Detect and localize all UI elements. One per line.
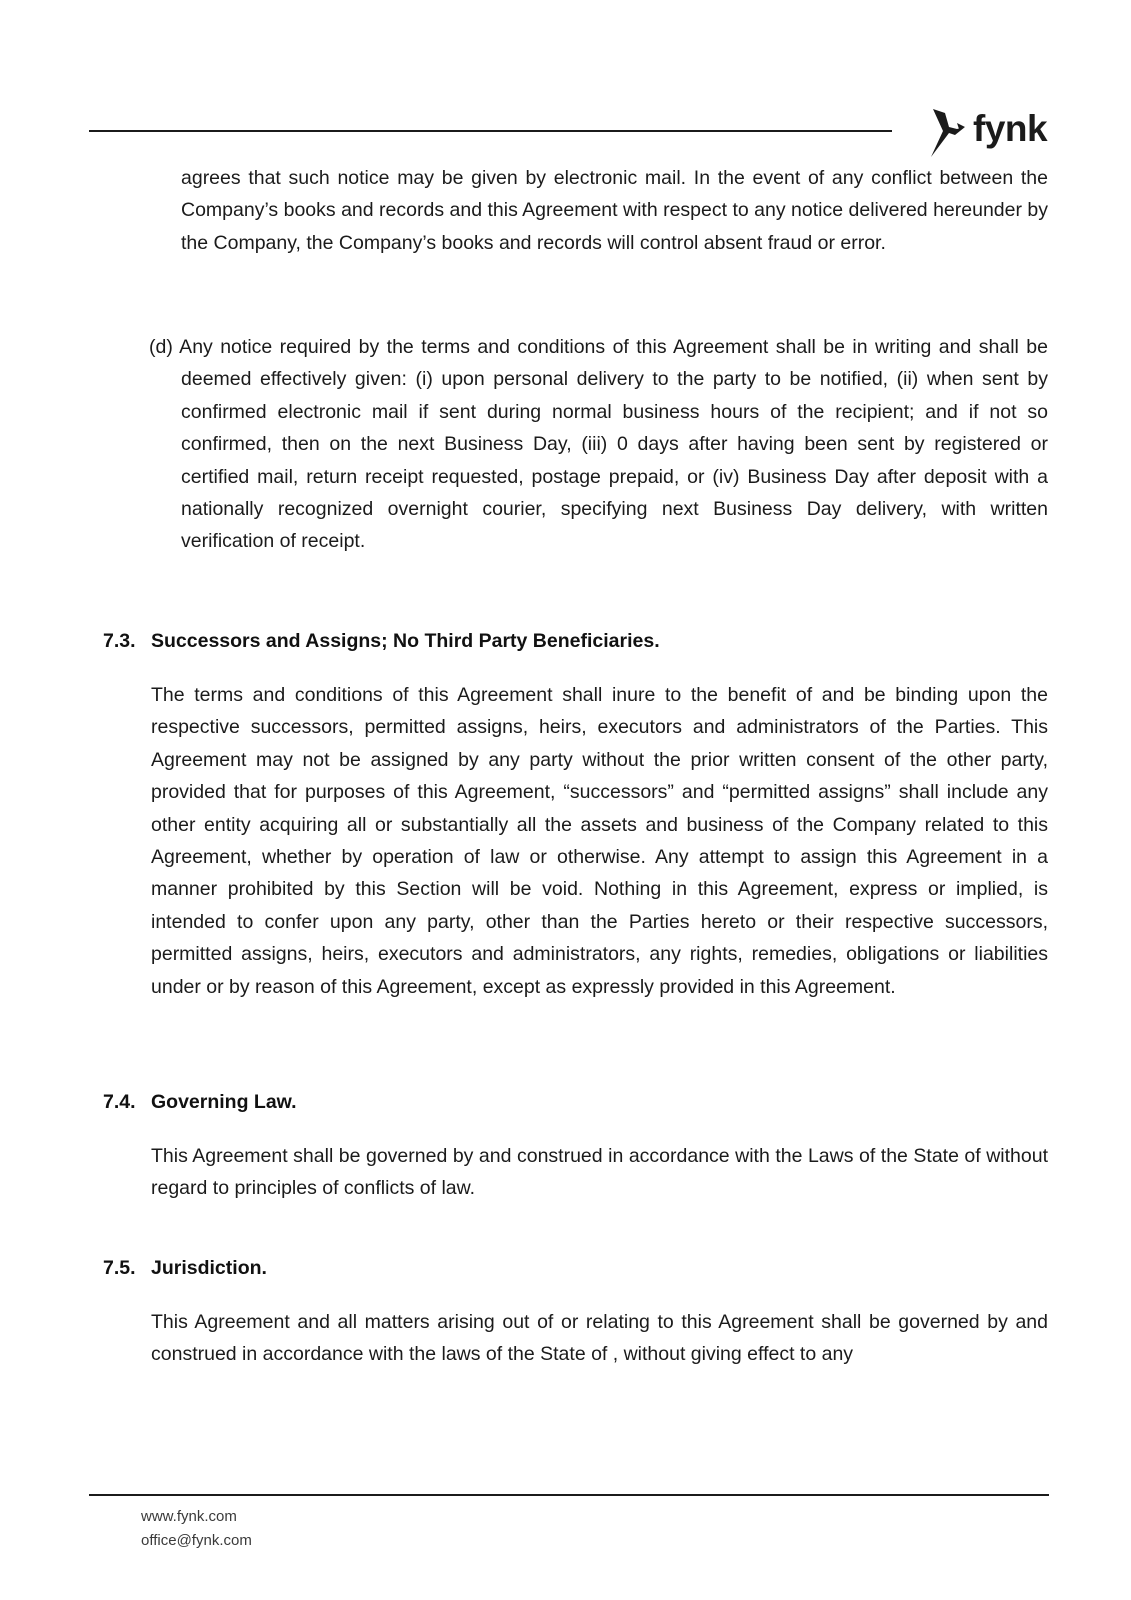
section-7-4-heading [103,1089,297,1115]
section-7-3-paragraph: The terms and conditions of this Agreement shall inure to the benefit of and be binding upon the respective successors, permitted assigns, heirs, executors and administrators of the Parties. This Agreement may not be assigned by any party without the prior written consent of the other party, provided that for purposes of this Agreement, “successors” and “permitted assigns” shall include any other entity acquiring all or substantially all the assets and business of the Company related to this Agreement, whether by operation of law or otherwise. Any attempt to assign this Agreement in a manner prohibited by this Section will be void. Nothing in this Agreement, express or implied, is intended to confer upon any party, other than the Parties hereto or their respective successors, permitted assigns, heirs, executors and administrators, any rights, remedies, obligations or liabilities under or by reason of this Agreement, except as expressly provided in this Agreement. [151,684,1048,998]
section-number: 7.3. [103,630,136,652]
footer-website: www.fynk.com [141,1508,237,1525]
section-number: 7.5. [103,1257,136,1279]
section-7-4-paragraph: This Agreement shall be governed by and construed in accordance with the Laws of the State of without regard to principles of conflicts of law. [151,1145,1048,1200]
section-title: Successors and Assigns; No Third Party Beneficiaries. [151,630,660,652]
section-title: Jurisdiction. [151,1257,267,1279]
footer-rule [89,1494,1049,1496]
fynk-logo [925,104,1050,160]
section-7-3-heading [103,628,660,654]
bird-icon [925,105,969,159]
footer-email: office@fynk.com [141,1532,252,1549]
header-rule [89,130,892,132]
section-title: Governing Law. [151,1091,297,1113]
logo-wordmark: fynk [973,108,1048,149]
section-7-5-heading [103,1255,267,1281]
section-number: 7.4. [103,1091,136,1113]
notice-continuation-paragraph: agrees that such notice may be given by electronic mail. In the event of any conflict between the Company’s books and records and this Agreement with respect to any notice delivered hereunder by the Company, the Company’s books and records will control absent fraud or error. [181,167,1048,254]
clause-d-paragraph: (d) Any notice required by the terms and conditions of this Agreement shall be in writing and shall be deemed effectively given: (i) upon personal delivery to the party to be notified, (ii) when sent by confirmed electronic mail if sent during normal business hours of the recipient; and if not so confirmed, then on the next Business Day, (iii) 0 days after having been sent by registered or certified mail, return receipt requested, postage prepaid, or (iv) Business Day after deposit with a nationally recognized overnight courier, specifying next Business Day delivery, with written verification of receipt. [149,336,1048,553]
section-7-5-paragraph: This Agreement and all matters arising out of or relating to this Agreement shall be governed by and construed in accordance with the laws of the State of , without giving effect to any [151,1311,1048,1366]
